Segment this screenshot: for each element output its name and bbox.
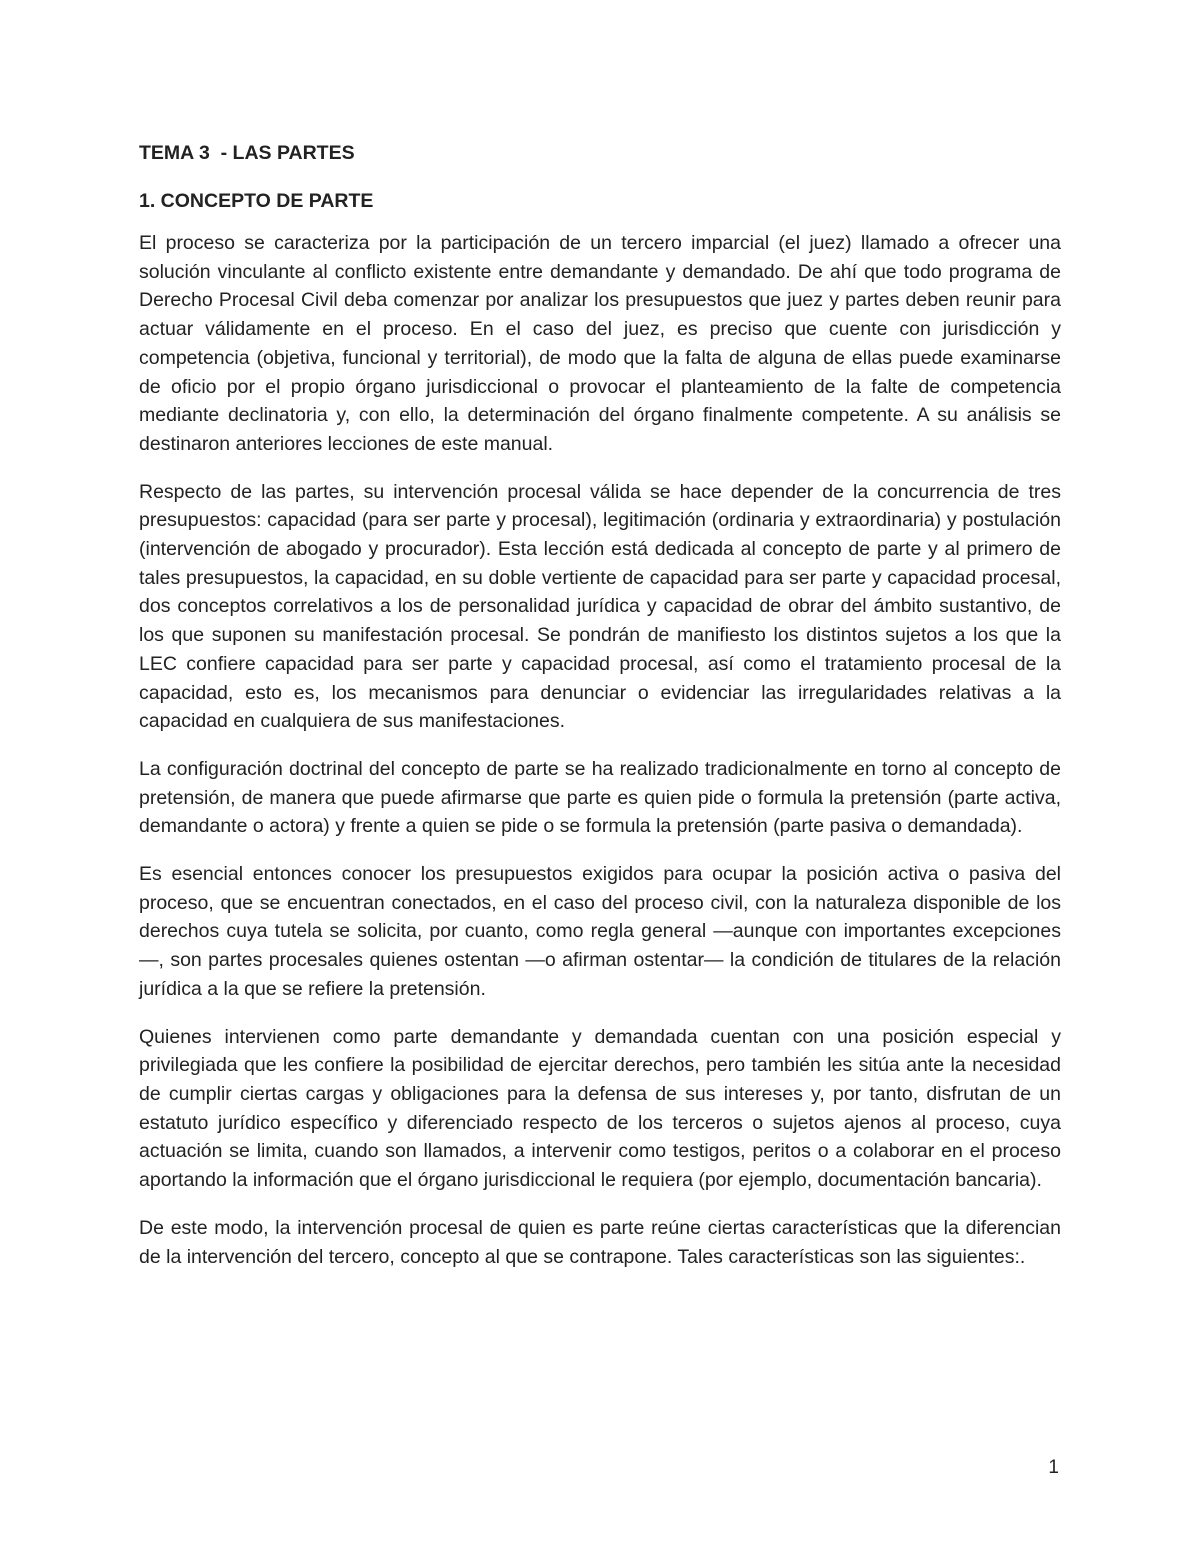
section-heading: 1. CONCEPTO DE PARTE (139, 190, 374, 212)
paragraph-3: La configuración doctrinal del concepto de parte se ha realizado tradicionalmente en torno al concepto de pretensión, de manera que puede afirmarse que parte es quien pide o formula la pretensión (parte activa, demandante o actora) y frente a quien se pide o se formula la pretensión (parte pasiva o demandada). (139, 757, 1061, 838)
paragraph-1: El proceso se caracteriza por la participación de un tercero imparcial (el juez) llamado a ofrecer una solución vinculante al conflicto existente entre demandante y demandado. De ahí que todo programa de Derecho Procesal Civil deba comenzar por analizar los presupuestos que juez y partes deben reunir para actuar válidamente en el proceso. En el caso del juez, es preciso que cuente con jurisdicción y competencia (objetiva, funcional y territorial), de modo que la falta de alguna de ellas puede examinarse de oficio por el propio órgano jurisdiccional o provocar el planteamiento de la falte de competencia mediante declinatoria y, con ello, la determinación del órgano finalmente competente. A su análisis se destinaron anteriores lecciones de este manual. (139, 232, 1061, 455)
paragraph-4: Es esencial entonces conocer los presupuestos exigidos para ocupar la posición activa o pasiva del proceso, que se encuentran conectados, en el caso del proceso civil, con la naturaleza disponible de los derechos cuya tutela se solicita, por cuanto, como regla general —aunque con importantes excepciones—, son partes procesales quienes ostentan —o afirman ostentar— la condición de titulares de la relación jurídica a la que se refiere la pretensión. (139, 863, 1061, 1000)
paragraph-6: De este modo, la intervención procesal de quien es parte reúne ciertas características que la diferencian de la intervención del tercero, concepto al que se contrapone. Tales características son las siguientes:. (139, 1216, 1061, 1268)
document-title: TEMA 3 - LAS PARTES (139, 142, 355, 164)
paragraph-2: Respecto de las partes, su intervención procesal válida se hace depender de la concurrencia de tres presupuestos: capacidad (para ser parte y procesal), legitimación (ordinaria y extraordinaria) y postulación (intervención de abogado y procurador). Esta lección está dedicada al concepto de parte y al primero de tales presupuestos, la capacidad, en su doble vertiente de capacidad para ser parte y capacidad procesal, dos conceptos correlativos a los de personalidad jurídica y capacidad de obrar del ámbito sustantivo, de los que suponen su manifestación procesal. Se pondrán de manifiesto los distintos sujetos a los que la LEC confiere capacidad para ser parte y capacidad procesal, así como el tratamiento procesal de la capacidad, esto es, los mecanismos para denunciar o evidenciar las irregularidades relativas a la capacidad en cualquiera de sus manifestaciones. (139, 480, 1061, 733)
paragraph-5: Quienes intervienen como parte demandante y demandada cuentan con una posición especial y privilegiada que les confiere la posibilidad de ejercitar derechos, pero también les sitúa ante la necesidad de cumplir ciertas cargas y obligaciones para la defensa de sus intereses y, por tanto, disfrutan de un estatuto jurídico específico y diferenciado respecto de los terceros o sujetos ajenos al proceso, cuya actuación se limita, cuando son llamados, a intervenir como testigos, peritos o a colaborar en el proceso aportando la información que el órgano jurisdiccional le requiera (por ejemplo, documentación bancaria). (139, 1025, 1061, 1192)
page-content (139, 140, 1061, 1290)
page-number: 1 (1048, 1457, 1059, 1478)
